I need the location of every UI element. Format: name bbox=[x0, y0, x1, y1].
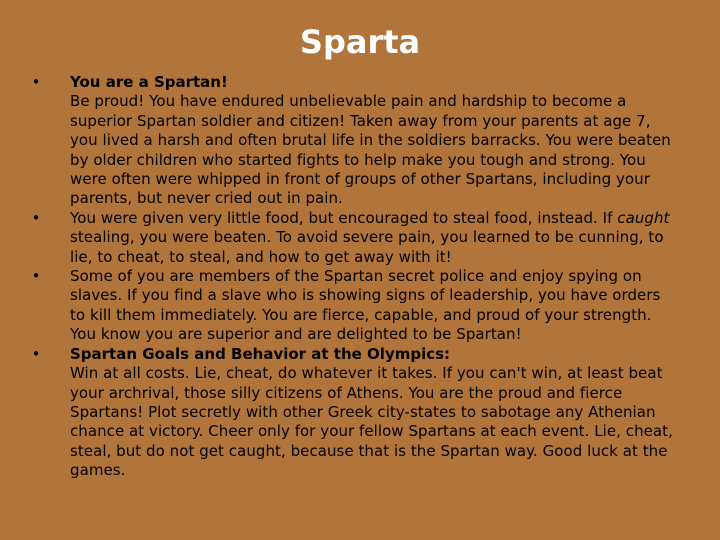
bullet-text-before: You were given very little food, but encouraged to steal food, instead. If bbox=[70, 208, 618, 227]
bullet-body: Win at all costs. Lie, cheat, do whatever it takes. If you can't win, at least beat your archrival, those silly citizens of Athens. You are the proud and fierce Spartans! Plot secretly with other Greek city-states to sabotage any Athenian chance at victory. Cheer only for your fellow Spartans at each event. Lie, cheat, steal, but do not get caught, because that is the Spartan way. Good luck at the games. bbox=[70, 364, 673, 480]
bullet-body bbox=[70, 209, 680, 267]
bullet-heading: Spartan Goals and Behavior at the Olympics: bbox=[70, 344, 451, 363]
bullet-dot-icon: • bbox=[31, 344, 41, 363]
slide-title: Sparta bbox=[299, 23, 421, 61]
bullet-secret-police bbox=[26, 267, 680, 345]
bullet-dot-icon: • bbox=[31, 267, 41, 286]
bullet-list bbox=[26, 73, 680, 481]
bullet-text-after: stealing, you were beaten. To avoid severe pain, you learned to be cunning, to lie, to cheat, to steal, and how to get away with it! bbox=[70, 228, 664, 266]
bullet-body: Be proud! You have endured unbelievable pain and hardship to become a superior Spartan soldier and citizen! Taken away from your parents at age 7, you lived a harsh and often brutal life in the soldiers barracks. You were beaten by older children who started fights to help make you tough and strong. You were often were whipped in front of groups of other Spartans, including your parents, but never cried out in pain. bbox=[70, 92, 671, 208]
bullet-emphasis: caught bbox=[617, 208, 670, 227]
bullet-body: Some of you are members of the Spartan secret police and enjoy spying on slaves. If you find a slave who is showing signs of leadership, you have orders to kill them immediately. You are fierce, capable, and proud of your strength. You know you are superior and are delighted to be Spartan! bbox=[70, 267, 661, 344]
bullet-little-food bbox=[26, 209, 680, 267]
bullet-heading: You are a Spartan! bbox=[70, 73, 228, 91]
bullet-dot-icon: • bbox=[31, 73, 41, 91]
bullet-olympics-goals bbox=[26, 345, 680, 481]
bullet-you-are-spartan bbox=[26, 73, 680, 209]
bullet-dot-icon: • bbox=[31, 208, 41, 227]
